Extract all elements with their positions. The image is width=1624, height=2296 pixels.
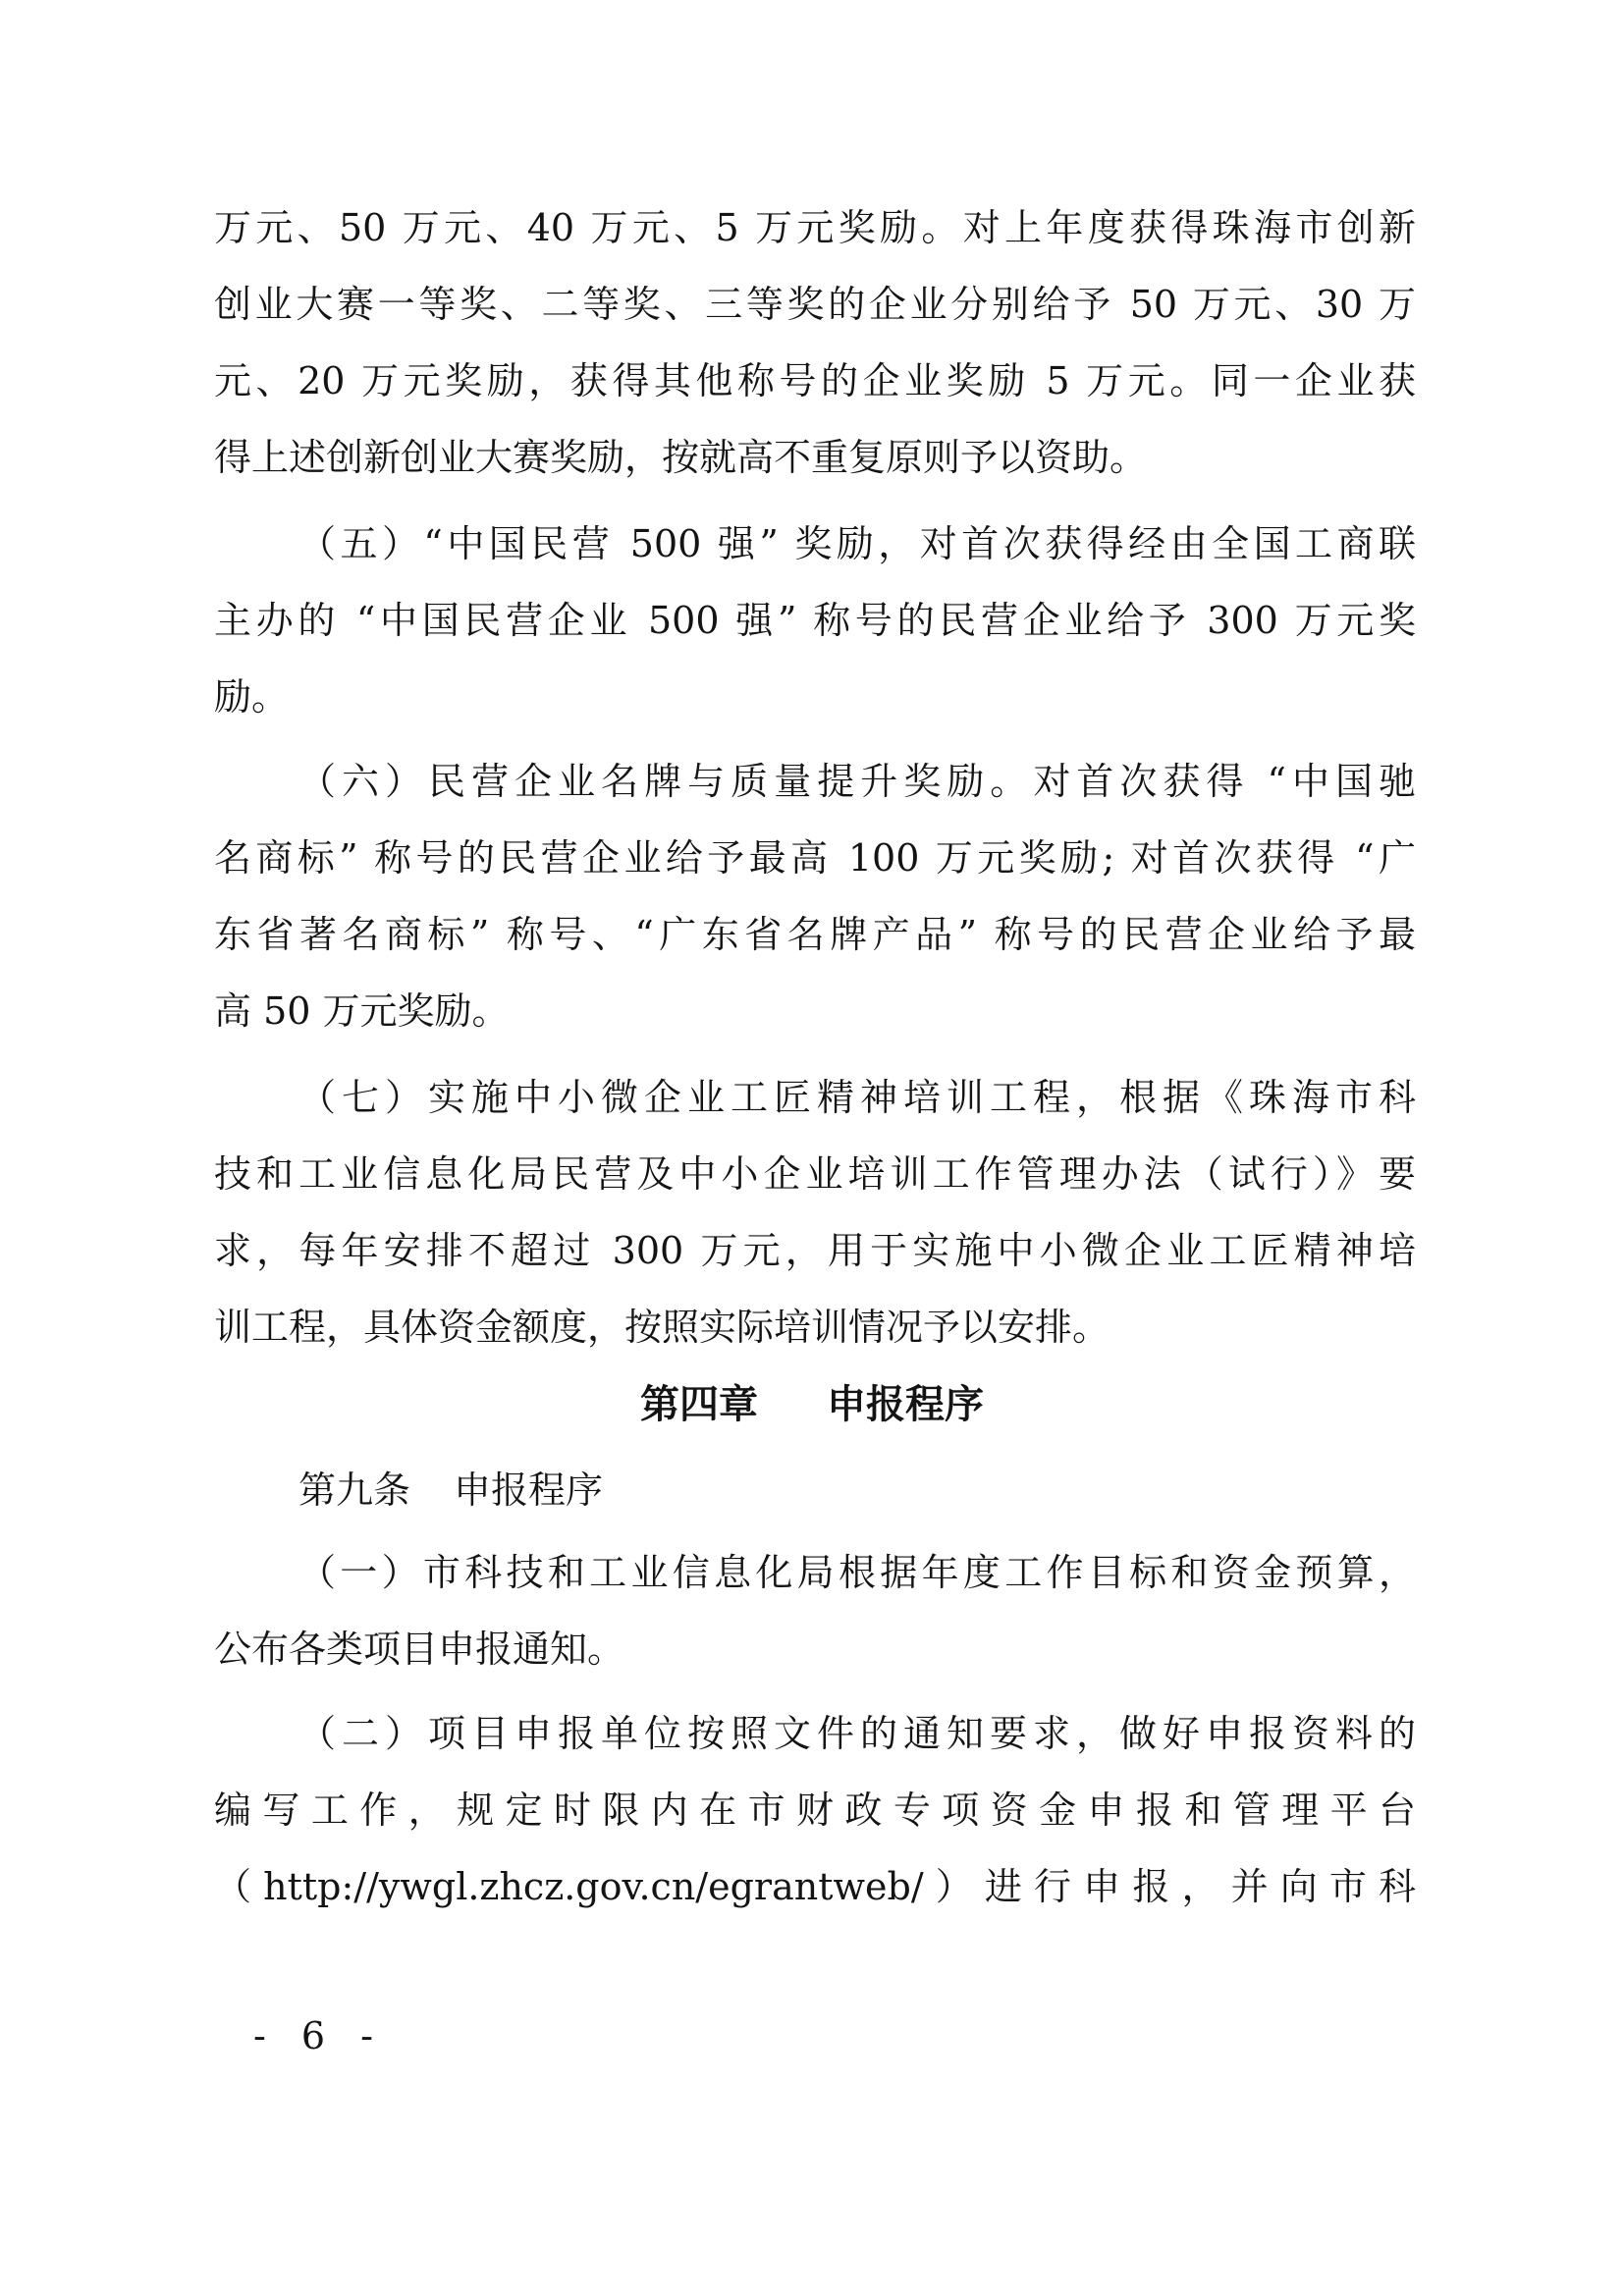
chapter-title: 申报程序 bbox=[827, 1382, 984, 1427]
paragraph-line: （七）实施中小微企业工匠精神培训工程，根据《珠海市科 bbox=[298, 1076, 1416, 1119]
article-number: 第九条 bbox=[298, 1468, 411, 1512]
paragraph-line: 名商标” 称号的民营企业给予最高 100 万元奖励; 对首次获得 “广 bbox=[214, 836, 1416, 880]
chapter-number: 第四章 bbox=[640, 1382, 758, 1427]
paragraph-line: 高 50 万元奖励。 bbox=[214, 989, 510, 1033]
paragraph-line: 编写工作，规定时限内在市财政专项资金申报和管理平台 bbox=[214, 1789, 1416, 1832]
paragraph-line: （一）市科技和工业信息化局根据年度工作目标和资金预算， bbox=[298, 1551, 1416, 1594]
paragraph-line: 公布各类项目申报通知。 bbox=[214, 1628, 625, 1671]
paragraph-line: （二）项目申报单位按照文件的通知要求，做好申报资料的 bbox=[298, 1712, 1416, 1755]
paragraph-line: 万元、50 万元、40 万元、5 万元奖励。对上年度获得珠海市创新 bbox=[214, 206, 1416, 249]
paragraph-line: 技和工业信息化局民营及中小企业培训工作管理办法（试行）》要 bbox=[214, 1152, 1416, 1196]
page-number: - 6 - bbox=[253, 2014, 386, 2057]
paragraph-line: （六）民营企业名牌与质量提升奖励。对首次获得 “中国驰 bbox=[298, 760, 1416, 803]
paragraph-line: 训工程，具体资金额度，按照实际培训情况予以安排。 bbox=[214, 1306, 1110, 1349]
paragraph-line: 主办的 “中国民营企业 500 强” 称号的民营企业给予 300 万元奖 bbox=[214, 599, 1416, 642]
chapter-heading bbox=[0, 1380, 1624, 1429]
paragraph-line: 得上述创新创业大赛奖励，按就高不重复原则予以资助。 bbox=[214, 436, 1148, 479]
article-title: 申报程序 bbox=[454, 1468, 604, 1512]
paragraph-line: （http://ywgl.zhcz.gov.cn/egrantweb/）进行申报，并向市科 bbox=[214, 1865, 1416, 1908]
paragraph-line: 创业大赛一等奖、二等奖、三等奖的企业分别给予 50 万元、30 万 bbox=[214, 283, 1416, 326]
paragraph-line: 求，每年安排不超过 300 万元，用于实施中小微企业工匠精神培 bbox=[214, 1229, 1416, 1272]
paragraph-line: （五）“中国民营 500 强” 奖励，对首次获得经由全国工商联 bbox=[298, 522, 1416, 565]
paragraph-line: 东省著名商标” 称号、“广东省名牌产品” 称号的民营企业给予最 bbox=[214, 913, 1416, 956]
paragraph-line: 元、20 万元奖励，获得其他称号的企业奖励 5 万元。同一企业获 bbox=[214, 359, 1416, 402]
article-heading bbox=[298, 1467, 603, 1514]
paragraph-line: 励。 bbox=[214, 675, 290, 719]
